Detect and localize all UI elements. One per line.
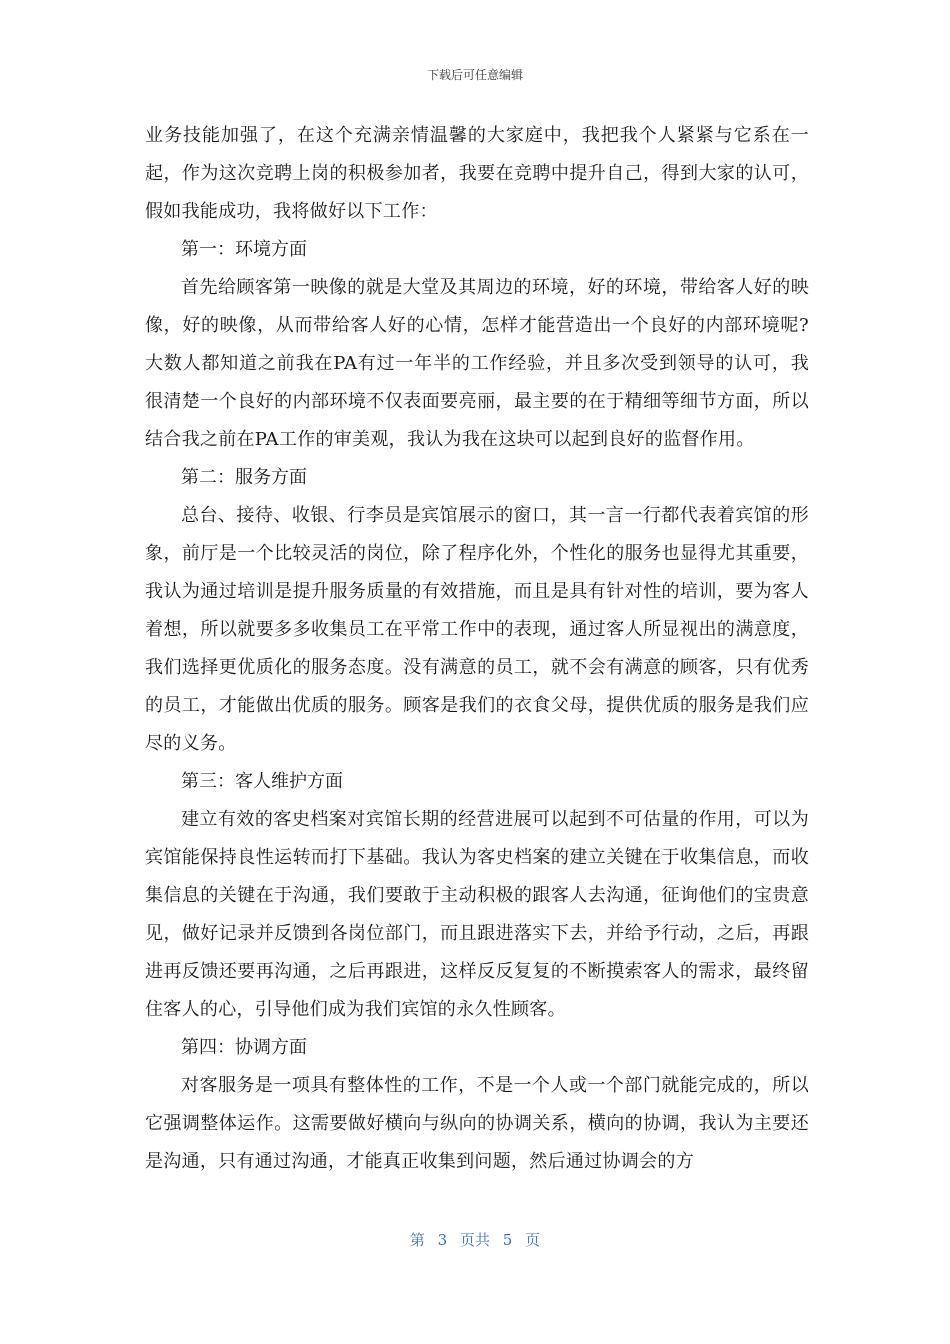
section-heading-customer: 第三：客人维护方面	[181, 771, 343, 792]
page-footer: 第 3 页共 5 页	[409, 1231, 541, 1249]
paragraph-coordination: 对客服务是一项具有整体性的工作，不是一个人或一个部门就能完成的，所以它强调整体运作。这需要做好横向与纵向的协调关系，横向的协调，我认为主要还是沟通，只有通过沟通，才能真正收集到问题，然后通过协调会的方	[145, 1075, 809, 1172]
paragraph-service: 总台、接待、收银、行李员是宾馆展示的窗口，其一言一行都代表着宾馆的形象，前厅是一个比较灵活的岗位，除了程序化外，个性化的服务也显得尤其重要，我认为通过培训是提升服务质量的有效措施，而且是具有针对性的培训，要为客人着想，所以就要多多收集员工在平常工作中的表现，通过客人所显视出的满意度，我们选择更优质化的服务态度。没有满意的员工，就不会有满意的顾客，只有优秀的员工，才能做出优质的服务。顾客是我们的衣食父母，提供优质的服务是我们应尽的义务。	[145, 505, 809, 754]
paragraph-intro: 业务技能加强了，在这个充满亲情温馨的大家庭中，我把我个人紧紧与它系在一起，作为这次竞聘上岗的积极参加者，我要在竞聘中提升自己，得到大家的认可，假如我能成功，我将做好以下工作：	[145, 125, 809, 222]
section-heading-coordination: 第四：协调方面	[181, 1037, 307, 1058]
document-body	[145, 117, 809, 1181]
paragraph-customer: 建立有效的客史档案对宾馆长期的经营进展可以起到不可估量的作用，可以为宾馆能保持良性运转而打下基础。我认为客史档案的建立关键在于收集信息，而收集信息的关键在于沟通，我们要敢于主动积极的跟客人去沟通，征询他们的宝贵意见，做好记录并反馈到各岗位部门，而且跟进落实下去，并给予行动，之后，再跟进再反馈还要再沟通，之后再跟进，这样反反复复的不断摸索客人的需求，最终留住客人的心，引导他们成为我们宾馆的永久性顾客。	[145, 809, 809, 1020]
paragraph-environment: 首先给顾客第一映像的就是大堂及其周边的环境，好的环境，带给客人好的映像，好的映像，从而带给客人好的心情，怎样才能营造出一个良好的内部环境呢?大数人都知道之前我在PA有过一年半的工作经验，并且多次受到领导的认可，我很清楚一个良好的内部环境不仅表面要亮丽，最主要的在于精细等细节方面，所以结合我之前在PA工作的审美观，我认为我在这块可以起到良好的监督作用。	[145, 277, 809, 450]
page-header: 下载后可任意编辑	[426, 68, 523, 82]
section-heading-environment: 第一：环境方面	[181, 239, 307, 260]
section-heading-service: 第二：服务方面	[181, 467, 307, 488]
